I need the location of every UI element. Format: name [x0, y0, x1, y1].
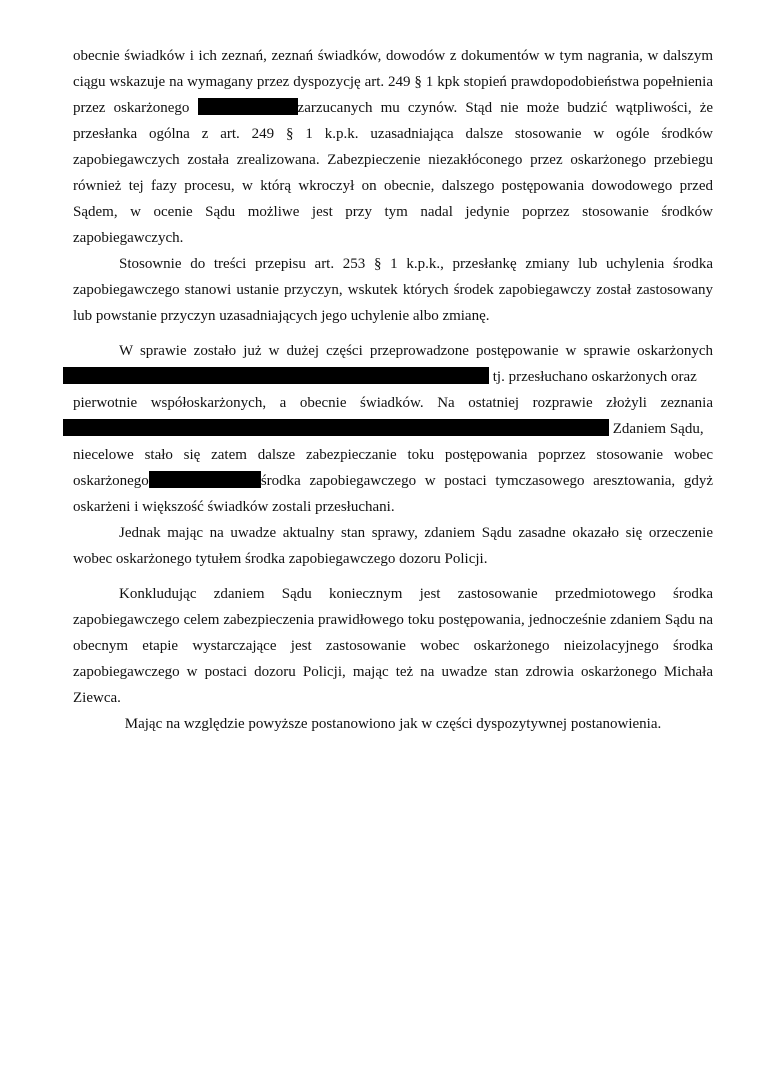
paragraph-art-253: Stosownie do treści przepisu art. 253 § 1 k.p.k., przesłankę zmiany lub uchylenia środka zapobiegawczego stanowi ustanie przyczyn, wskutek których środek zapobiegawczy został zastosowany lub powstanie przyczyn uzasadniających jego uchylenie albo zmianę. [73, 256, 713, 324]
text-line [73, 468, 713, 494]
paragraph-evidence [73, 43, 713, 251]
paragraph-closing: Mając na względzie powyższe postanowiono jak w części dyspozytywnej postanowienia. [124, 716, 662, 732]
paragraph-text: zarzucanych mu czynów. Stąd nie może budzić wątpliwości, że przesłanka ogólna z art. 249 § 1 k.p.k. uzasadniająca dalsze stosowanie w ogóle środków zapobiegawczych została zrealizowana. Zabezpieczenie niezakłóconego przez oskarżonego przebiegu również tej fazy procesu, w którą wkroczył on obecnie, dalszego postępowania dowodowego przed Sądem, w ocenie Sądu możliwe jest przy tym nadal jedynie poprzez stosowanie środków zapobiegawczych. [73, 100, 714, 246]
paragraph-proceedings [73, 338, 713, 520]
line-text: tj. przesłuchano oskarżonych oraz [492, 369, 697, 385]
paragraph-conclusion: Konkludując zdaniem Sądu koniecznym jest zastosowanie przedmiotowego środka zapobiegawczego celem zabezpieczenia prawidłowego toku postępowania, jednocześnie zdaniem Sądu na obecnym etapie wystarczające jest zastosowanie wobec oskarżonego nieizolacyjnego środka zapobiegawczego w postaci dozoru Policji, mając też na uwadze stan zdrowia oskarżonego Michała Ziewca. [73, 586, 713, 706]
redaction-block [63, 419, 609, 436]
text-line [73, 364, 713, 390]
redaction-block [198, 98, 298, 115]
line-text: oskarżonego [73, 473, 149, 489]
text-line: W sprawie zostało już w dużej części przeprowadzone postępowanie w sprawie oskarżonych [119, 343, 713, 359]
line-text: środka zapobiegawczego w postaci tymczasowego aresztowania, gdyż [260, 473, 713, 489]
redaction-block [149, 471, 261, 488]
paragraph-police-supervision: Jednak mając na uwadze aktualny stan sprawy, zdaniem Sądu zasadne okazało się orzeczenie wobec oskarżonego tytułem środka zapobiegawczego dozoru Policji. [73, 525, 713, 567]
text-line: oskarżeni i większość świadków zostali przesłuchani. [73, 499, 395, 515]
text-line: niecelowe stało się zatem dalsze zabezpieczanie toku postępowania poprzez stosowanie wobec [73, 447, 713, 463]
line-text: Zdaniem Sądu, [612, 421, 704, 437]
text-line: pierwotnie współoskarżonych, a obecnie świadków. Na ostatniej rozprawie złożyli zeznania [73, 395, 713, 411]
document-page [73, 43, 713, 737]
paragraph-text: obecnie świadków i ich zeznań, zeznań świadków, dowodów z dokumentów w tym nagrania, w dalszym ciągu wskazuje na wymagany przez dyspozycję art. 249 § 1 kpk stopień prawdopodobieństwa popełnienia przez oskarżonego [73, 48, 713, 116]
text-line [73, 416, 713, 442]
redaction-block [63, 367, 489, 384]
